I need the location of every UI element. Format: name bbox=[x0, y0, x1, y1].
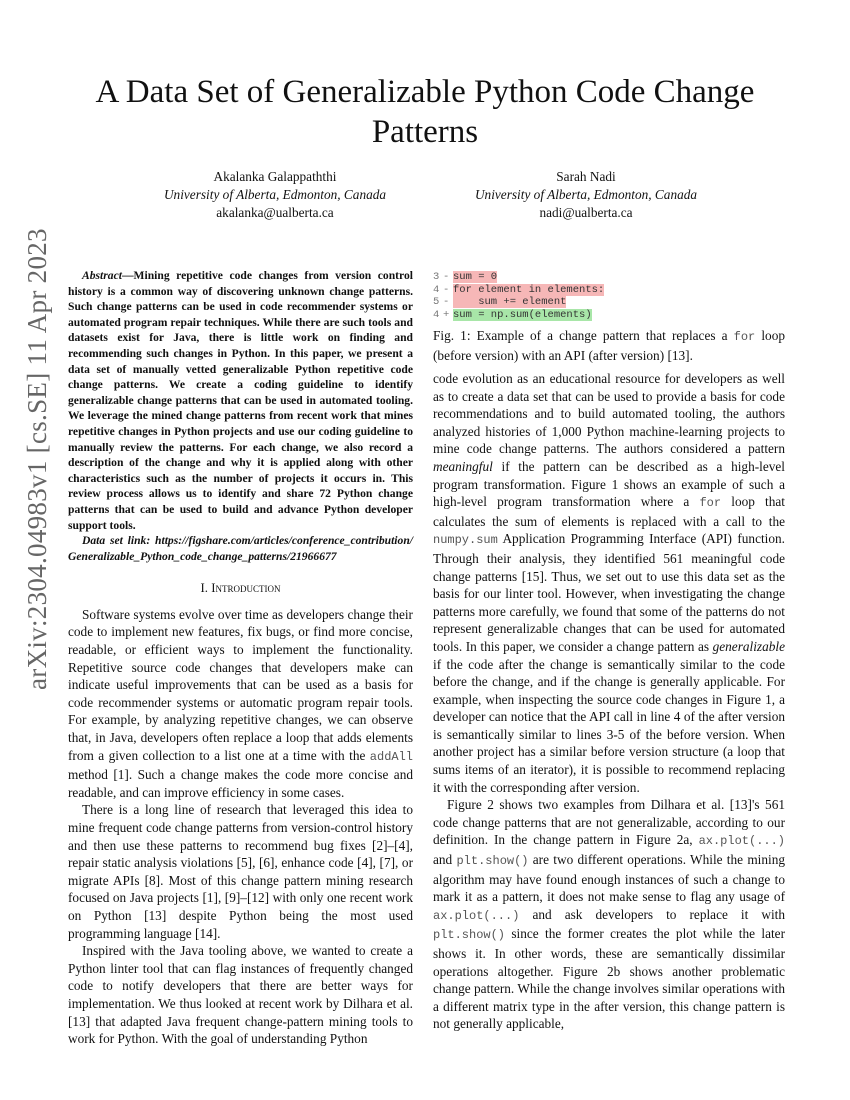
inline-code: plt.show() bbox=[456, 854, 529, 869]
text-run: Application Programming Interface (API) function. Through their analysis, they identified 561 meaningful code change patterns [15]. Thus, we set out to use this data set as the basis for our linter tool. However, when investigating the change patterns more carefully, we found that some of the patterns do not represent generalizable changes that can be used for automated tools. In this paper, we consider a change pattern as bbox=[433, 531, 785, 654]
diff-line bbox=[433, 271, 604, 284]
right-column bbox=[433, 370, 785, 1033]
right-paragraph-2 bbox=[433, 796, 785, 1033]
right-paragraph-1 bbox=[433, 370, 785, 796]
figure-1-caption bbox=[433, 327, 785, 364]
inline-code: ax.plot(...) bbox=[433, 908, 520, 923]
abstract-label: Abstract bbox=[82, 269, 122, 282]
abstract bbox=[68, 268, 413, 533]
text-run: code evolution as an educational resource for developers as well as to create a data set that can be used to provide a basis for code recommendations and to build automated tooling, the authors analyzed histories of 1,000 Python machine-learning projects to mine code change patterns. The authors considered a pattern bbox=[433, 371, 785, 457]
text-run: if the pattern can be described as a high-level program transformation. Figure 1 shows an example of such a high-level program transformation where a bbox=[433, 458, 785, 510]
intro-paragraph-1 bbox=[68, 606, 413, 802]
data-set-link bbox=[68, 533, 413, 564]
text-run: and bbox=[433, 852, 453, 868]
line-number: 5 bbox=[433, 296, 440, 309]
diff-sign: + bbox=[443, 308, 450, 321]
diff-sign: - bbox=[443, 296, 450, 309]
text-run: and ask developers to replace it with bbox=[532, 906, 785, 922]
diff-sign: - bbox=[443, 271, 450, 283]
paper-title: A Data Set of Generalizable Python Code Change Patterns bbox=[95, 74, 755, 150]
line-number: 4 bbox=[433, 308, 440, 321]
diff-line bbox=[433, 296, 604, 309]
diff-sign: - bbox=[443, 283, 450, 296]
figure-1-code-diff bbox=[433, 271, 604, 321]
diff-line bbox=[433, 309, 604, 322]
author-affiliation: University of Alberta, Edmonton, Canada bbox=[474, 187, 698, 202]
author-name: Sarah Nadi bbox=[556, 169, 616, 184]
removed-code: sum += element bbox=[453, 296, 567, 309]
author-1 bbox=[125, 168, 425, 222]
line-number: 3 bbox=[433, 271, 440, 283]
line-number: 4 bbox=[433, 283, 440, 296]
text-run: loop that calculates the sum of elements is replaced with a call to the bbox=[433, 494, 785, 529]
intro-paragraph-3: Inspired with the Java tooling above, we wanted to create a Python linter tool that can flag instances of frequently changed code to notify developers that there are better ways for implementation. We thus looked at recent work by Dilhara et al. [13] that adapted Java frequent change-pattern mining tools to work for Python. With the goal of understanding Python bbox=[68, 943, 413, 1047]
intro-paragraph-2: There is a long line of research that leveraged this idea to mine frequent code change patterns from version-control history and then use these patterns to recommend bug fixes [2]–[4], repair static analysis violations [5], [6], enhance code [4], [7], or migrate APIs [8]. Most of this change pattern mining research focused on Java projects [1], [9]–[12] with only one recent work on Python [13] despite Python being the most used programming language [14]. bbox=[68, 802, 413, 941]
text-run: are two different operations. While the mining algorithm may have found enough instances of such a change to mark it as a pattern, it does not make sense to flag any usage of bbox=[433, 852, 786, 905]
emphasis: generalizable bbox=[712, 638, 785, 654]
text-run: since the former creates the plot while the later shows it. In other words, these are semantically dissimilar operations altogether. Figure 2b shows another problematic change pattern. While the change involves similar operations with a different matrix type in the after version, this change pattern is not generally applicable, bbox=[433, 926, 786, 1032]
author-email: nadi@ualberta.ca bbox=[539, 205, 633, 220]
author-2 bbox=[436, 168, 736, 222]
arxiv-identifier: arXiv:2304.04983v1 [cs.SE] 11 Apr 2023 bbox=[22, 228, 52, 690]
removed-code: for element in elements: bbox=[453, 283, 605, 296]
left-column bbox=[68, 268, 413, 1048]
text-run: method [1]. Such a change makes the code more concise and readable, and can improve efficiency in some cases. bbox=[68, 767, 413, 800]
text-run: if the code after the change is semantically similar to the code before the change, and if the change is generally applicable. For example, when inspecting the source code changes in Figure 1, a developer can notice that the API call in line 4 of the after version is semantically similar to lines 3-5 of the before version. When another project has a similar before version structure (a loop that sums items of an iterator), it is possible to recommend replacing it with the corresponding after version. bbox=[433, 656, 785, 795]
text-run: Figure 2 shows two examples from Dilhara et al. [13]'s 561 code change patterns that are not generalizable, according to our definition. In the change pattern in Figure 2a, bbox=[433, 797, 785, 848]
removed-code: sum = 0 bbox=[453, 271, 498, 283]
text-run: Software systems evolve over time as developers change their code to implement new features, fix bugs, or find more concise, readable, or efficient ways to implement the functionality. Repetitive source code changes that developers make can indicate useful improvements that can be used as a basis for code recommender systems or automatic program repair tools. For example, by analyzing repetitive changes, we can observe that, in Java, developers often replace a loop that adds elements from a given collection to a list one at a time with the bbox=[68, 606, 413, 763]
emphasis: meaningful bbox=[433, 458, 493, 474]
abstract-text: —Mining repetitive code changes from version control history is a common way of discovering unknown change patterns. Such change patterns can be used in code recommender systems or automated program repair techniques. While there are such tools and datasets exist for Java, there is little work on finding and recommending such changes in Python. In this paper, we present a data set of manually vetted generalizable Python repetitive code change patterns. We create a coding guideline to identify generalizable change patterns that can be used in automated tooling. We leverage the mined change patterns from recent work that mines repetitive changes in Python projects and use our coding guideline to manually review the patterns. For each change, we also record a description of the change and why it is applied along with other characteristics such as the number of projects it occurs in. This review process allows us to identify and share 72 Python change patterns that can be used to build and advance Python developer support tools. bbox=[68, 269, 413, 532]
author-email: akalanka@ualberta.ca bbox=[216, 205, 334, 220]
text-run: loop (before version) with an API (after version) [13]. bbox=[433, 328, 785, 363]
inline-code: plt.show() bbox=[433, 928, 506, 943]
author-name: Akalanka Galappaththi bbox=[213, 169, 337, 184]
data-set-label: Data set link: bbox=[82, 534, 151, 548]
text-run: Fig. 1: Example of a change pattern that replaces a bbox=[433, 328, 728, 343]
diff-line bbox=[433, 284, 604, 297]
inline-code: numpy.sum bbox=[433, 533, 498, 548]
inline-code: ax.plot(...) bbox=[698, 834, 785, 849]
inline-code: for bbox=[733, 330, 756, 344]
data-set-url[interactable]: https://figshare.com/articles/conference_contribution/Generalizable_Python_code_change_patterns/21966677 bbox=[68, 534, 413, 563]
added-code: sum = np.sum(elements) bbox=[453, 308, 592, 321]
section-heading: I. Introduction bbox=[200, 581, 281, 596]
inline-code: for bbox=[699, 496, 722, 511]
author-affiliation: University of Alberta, Edmonton, Canada bbox=[163, 187, 387, 202]
inline-code: addAll bbox=[369, 749, 414, 764]
